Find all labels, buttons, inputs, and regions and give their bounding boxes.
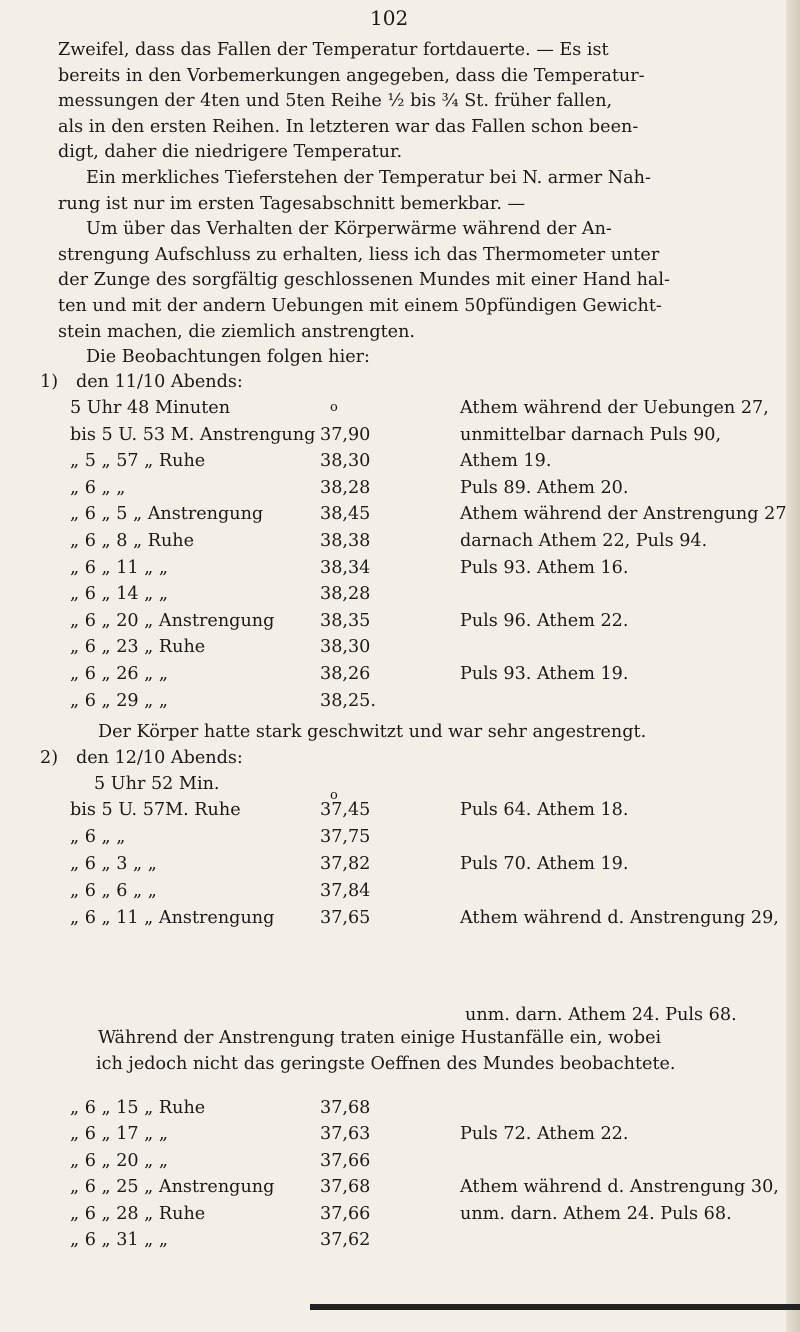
row-time: „ 6 „ 3 „ „ (70, 854, 157, 874)
row-observation: Puls 96. Athem 22. (460, 610, 629, 631)
row-temperature: 37,66 (320, 1203, 371, 1224)
degree-mark: o (330, 788, 338, 803)
row-time: „ 6 „ „ (70, 477, 126, 498)
section1-closing: Der Körper hatte stark geschwitzt und war sehr angestrengt. (98, 722, 647, 742)
row-observation: Puls 93. Athem 19. (460, 664, 629, 684)
para2-line: Ein merkliches Tieferstehen der Temperatur bei N. armer Nah- (86, 167, 651, 188)
row-temperature: 38,26 (320, 664, 371, 684)
section1-heading: den 11/10 Abends: (76, 372, 243, 392)
row-observation: unm. darn. Athem 24. Puls 68. (460, 1203, 732, 1224)
note-line: ich jedoch nicht das geringste Oeffnen des Mundes beobachtete. (96, 1053, 676, 1074)
row-observation: Puls 64. Athem 18. (460, 800, 629, 820)
intro-line: als in den ersten Reihen. In letzteren war das Fallen schon been- (58, 116, 639, 137)
row-time: „ 6 „ 31 „ „ (70, 1230, 169, 1250)
page-number: 102 (370, 6, 409, 30)
row-observation: Puls 93. Athem 16. (460, 557, 629, 578)
intro-line: Zweifel, dass das Fallen der Temperatur fortdauerte. — Es ist (58, 40, 609, 60)
row-observation: Puls 89. Athem 20. (460, 477, 629, 498)
row-temperature: 37,75 (320, 827, 371, 847)
row-temperature: 38,35 (320, 610, 371, 631)
row-time: „ 6 „ 20 „ Anstrengung (70, 610, 275, 631)
row-time: „ 6 „ 26 „ „ (70, 664, 169, 684)
intro-line: bereits in den Vorbemerkungen angegeben, dass die Temperatur- (58, 65, 645, 86)
section2-heading: den 12/10 Abends: (76, 748, 243, 768)
row-temperature: 38,45 (320, 504, 371, 525)
note-paragraph (70, 1026, 770, 1077)
row-temperature: 37,66 (320, 1150, 371, 1171)
row-temperature: 38,28 (320, 477, 371, 498)
degree-mark: o (330, 400, 338, 415)
section2-start-time: 5 Uhr 52 Min. (94, 774, 220, 794)
para3-line: Um über das Verhalten der Körperwärme während der An- (86, 219, 612, 240)
row-time: „ 6 „ 11 „ Anstrengung (70, 908, 275, 928)
row-time: „ 6 „ 25 „ Anstrengung (70, 1177, 275, 1198)
section1-label: 1) (40, 372, 59, 392)
row-observation: Athem 19. (460, 451, 552, 472)
row-observation: Puls 72. Athem 22. (460, 1124, 629, 1145)
row-temperature: 37,84 (320, 881, 371, 901)
para3-line: ten und mit der andern Uebungen mit einem 50pfündigen Gewicht- (58, 295, 662, 316)
page-edge (786, 0, 800, 1332)
row-time: „ 6 „ 8 „ Ruhe (70, 531, 195, 551)
intro-line: digt, daher die niedrigere Temperatur. (58, 142, 403, 163)
row-time: „ 6 „ 11 „ „ (70, 557, 169, 578)
row-observation: Puls 70. Athem 19. (460, 854, 629, 874)
row-temperature: 38,25. (320, 690, 376, 711)
row-temperature: 37,68 (320, 1177, 371, 1198)
row-observation: unmittelbar darnach Puls 90, (460, 424, 722, 445)
row-time: „ 5 „ 57 „ Ruhe (70, 451, 206, 472)
continuation-text: unm. darn. Athem 24. Puls 68. (465, 1005, 737, 1025)
note-line: Während der Anstrengung traten einige Hustanfälle ein, wobei (98, 1028, 662, 1048)
row-temperature: 38,34 (320, 557, 371, 578)
row-temperature: 37,90 (320, 424, 371, 445)
row-temperature: 37,68 (320, 1098, 371, 1118)
row-temperature: 37,63 (320, 1124, 371, 1145)
bottom-rule (310, 1304, 800, 1310)
row-time: „ 6 „ 5 „ Anstrengung (70, 504, 264, 525)
row-temperature: 37,65 (320, 908, 371, 928)
row-time: 5 Uhr 48 Minuten (70, 398, 231, 418)
row-temperature: 37,82 (320, 854, 371, 874)
row-temperature: 38,38 (320, 531, 371, 551)
row-observation: darnach Athem 22, Puls 94. (460, 531, 708, 551)
row-temperature: 38,30 (320, 451, 371, 472)
row-time: „ 6 „ 23 „ Ruhe (70, 637, 206, 658)
row-temperature: 37,62 (320, 1230, 371, 1250)
row-time: „ 6 „ 28 „ Ruhe (70, 1203, 206, 1224)
row-time: bis 5 U. 57M. Ruhe (70, 800, 241, 820)
para3-line: stein machen, die ziemlich anstrengten. (58, 321, 416, 342)
row-time: „ 6 „ 14 „ „ (70, 584, 169, 605)
row-observation: Athem während d. Anstrengung 29, (460, 908, 779, 928)
row-time: „ 6 „ „ (70, 827, 126, 847)
para2-line: rung ist nur im ersten Tagesabschnitt bemerkbar. — (58, 193, 526, 214)
para3-line: der Zunge des sorgfältig geschlossenen Mundes mit einer Hand hal- (58, 270, 670, 291)
row-observation: Athem während der Anstrengung 27 (460, 504, 787, 525)
row-observation: Athem während d. Anstrengung 30, (460, 1177, 779, 1198)
para4: Die Beobachtungen folgen hier: (86, 347, 370, 368)
intro-line: messungen der 4ten und 5ten Reihe ½ bis ¾ St. früher fallen, (58, 91, 613, 112)
row-temperature: 38,30 (320, 637, 371, 658)
row-time: „ 6 „ 29 „ „ (70, 690, 169, 711)
row-observation: Athem während der Uebungen 27, (460, 398, 769, 418)
row-time: bis 5 U. 53 M. Anstrengung (70, 424, 316, 445)
row-time: „ 6 „ 6 „ „ (70, 881, 157, 901)
row-time: „ 6 „ 15 „ Ruhe (70, 1098, 206, 1118)
row-temperature: 38,28 (320, 584, 371, 605)
para3-line: strengung Aufschluss zu erhalten, liess ich das Thermometer unter (58, 244, 660, 265)
row-time: „ 6 „ 17 „ „ (70, 1124, 169, 1145)
row-time: „ 6 „ 20 „ „ (70, 1150, 169, 1171)
row-temperature: 37,45 (320, 800, 371, 820)
intro-paragraph (58, 38, 778, 371)
section2-label: 2) (40, 748, 59, 768)
